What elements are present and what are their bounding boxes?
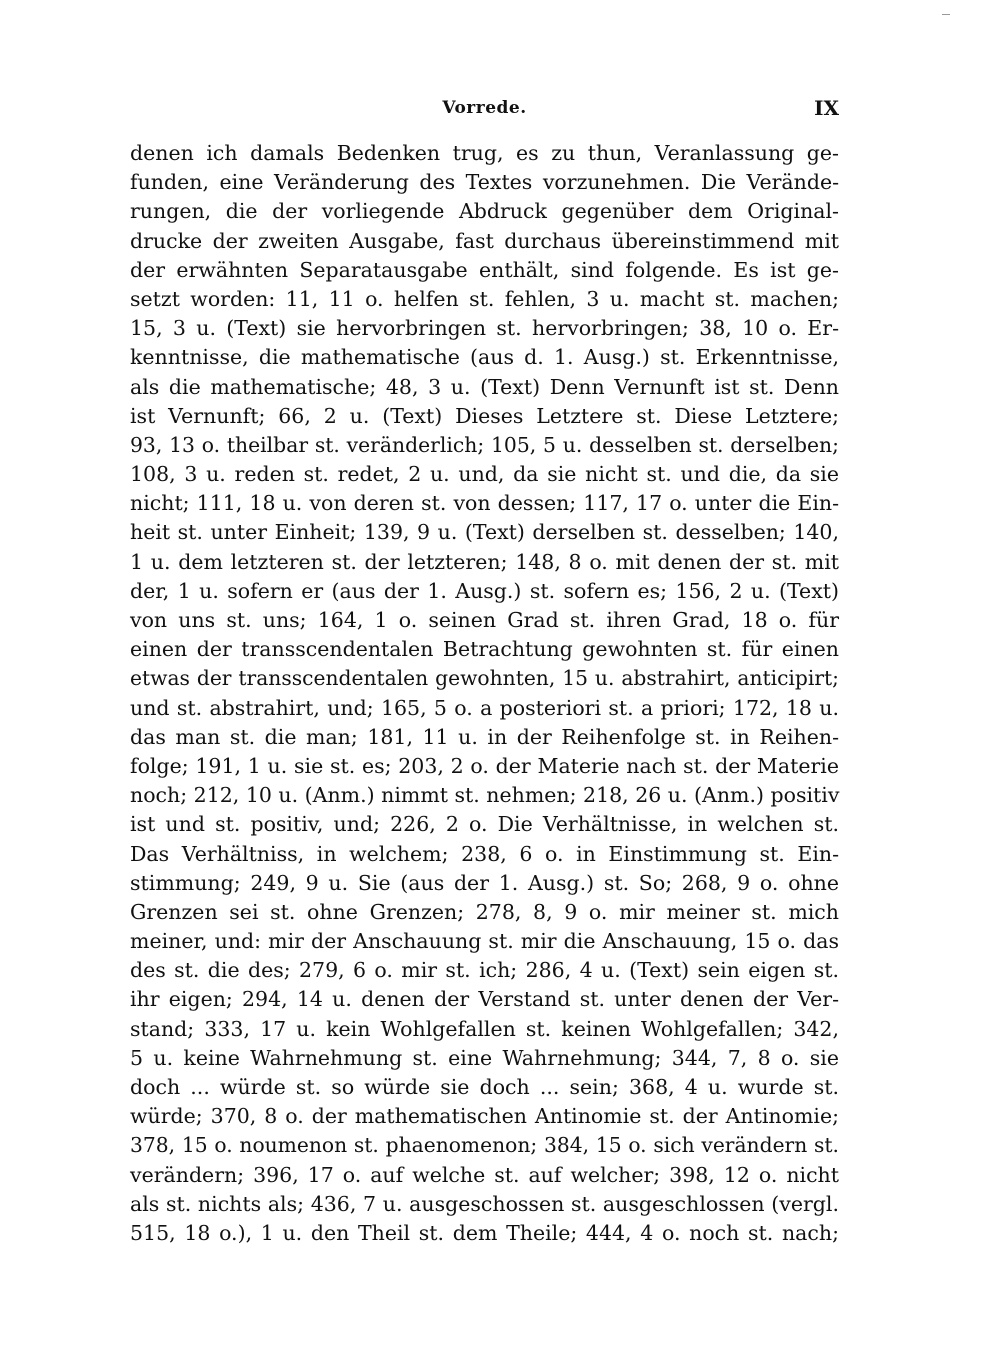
text-line: Grenzen sei st. ohne Grenzen; 278, 8, 9 o. mir meiner st. mich: [130, 899, 839, 924]
text-line: einen der transscendentalen Betrachtung gewohnten st. für einen: [130, 637, 839, 662]
text-line: 108, 3 u. reden st. redet, 2 u. und, da sie nicht st. und die, da sie: [130, 462, 839, 487]
text-line: und st. abstrahirt, und; 165, 5 o. a posteriori st. a priori; 172, 18 u.: [130, 695, 839, 720]
text-line: funden, eine Veränderung des Textes vorzunehmen. Die Verände-: [130, 170, 839, 195]
text-line: kenntnisse, die mathematische (aus d. 1. Ausg.) st. Erkenntnisse,: [130, 345, 839, 370]
text-line: ist Vernunft; 66, 2 u. (Text) Dieses Letztere st. Diese Letztere;: [130, 403, 839, 428]
text-line: meiner, und: mir der Anschauung st. mir die Anschauung, 15 o. das: [130, 929, 839, 954]
text-line: 515, 18 o.), 1 u. den Theil st. dem Theile; 444, 4 o. noch st. nach;: [130, 1220, 839, 1245]
text-line: setzt worden: 11, 11 o. helfen st. fehlen, 3 u. macht st. machen;: [130, 286, 839, 311]
text-line: würde; 370, 8 o. der mathematischen Antinomie st. der Antinomie;: [130, 1104, 839, 1129]
text-line: rungen, die der vorliegende Abdruck gegenüber dem Original-: [130, 199, 839, 224]
header-title: Vorrede.: [442, 98, 527, 118]
scan-mark: [942, 14, 950, 15]
page-number: IX: [814, 96, 839, 120]
text-line: 15, 3 u. (Text) sie hervorbringen st. hervorbringen; 38, 10 o. Er-: [130, 316, 839, 341]
text-line: etwas der transscendentalen gewohnten, 15 u. abstrahirt, anticipirt;: [130, 666, 839, 691]
text-line: drucke der zweiten Ausgabe, fast durchaus übereinstimmend mit: [130, 228, 839, 253]
text-line: des st. die des; 279, 6 o. mir st. ich; 286, 4 u. (Text) sein eigen st.: [130, 958, 839, 983]
text-line: nicht; 111, 18 u. von deren st. von dessen; 117, 17 o. unter die Ein-: [130, 491, 839, 516]
text-line: noch; 212, 10 u. (Anm.) nimmt st. nehmen; 218, 26 u. (Anm.) positiv: [130, 783, 840, 808]
text-line: 5 u. keine Wahrnehmung st. eine Wahrnehmung; 344, 7, 8 o. sie: [130, 1045, 839, 1070]
text-line: stand; 333, 17 u. kein Wohlgefallen st. keinen Wohlgefallen; 342,: [130, 1016, 839, 1041]
text-line: stimmung; 249, 9 u. Sie (aus der 1. Ausg.) st. So; 268, 9 o. ohne: [130, 870, 839, 895]
text-line: der, 1 u. sofern er (aus der 1. Ausg.) st. sofern es; 156, 2 u. (Text): [130, 578, 839, 603]
running-header: [130, 94, 839, 122]
text-line: heit st. unter Einheit; 139, 9 u. (Text) derselben st. desselben; 140,: [130, 520, 839, 545]
body-text: [130, 139, 839, 1248]
text-line: 1 u. dem letzteren st. der letzteren; 148, 8 o. mit denen der st. mit: [130, 549, 839, 574]
text-line: doch ... würde st. so würde sie doch ... sein; 368, 4 u. wurde st.: [130, 1075, 839, 1099]
text-line: 93, 13 o. theilbar st. veränderlich; 105, 5 u. desselben st. derselben;: [130, 432, 839, 457]
text-line: denen ich damals Bedenken trug, es zu thun, Veranlassung ge-: [130, 141, 839, 165]
text-line: Das Verhältniss, in welchem; 238, 6 o. in Einstimmung st. Ein-: [130, 841, 839, 866]
text-line: 378, 15 o. noumenon st. phaenomenon; 384, 15 o. sich verändern st.: [130, 1133, 839, 1158]
text-line: verändern; 396, 17 o. auf welche st. auf welcher; 398, 12 o. nicht: [130, 1162, 839, 1187]
text-line: der erwähnten Separatausgabe enthält, sind folgende. Es ist ge-: [130, 257, 839, 282]
text-line: als die mathematische; 48, 3 u. (Text) Denn Vernunft ist st. Denn: [130, 374, 839, 399]
text-line: folge; 191, 1 u. sie st. es; 203, 2 o. der Materie nach st. der Materie: [130, 753, 839, 778]
text-line: von uns st. uns; 164, 1 o. seinen Grad st. ihren Grad, 18 o. für: [130, 608, 839, 632]
text-line: als st. nichts als; 436, 7 u. ausgeschossen st. ausgeschlossen (vergl.: [130, 1191, 839, 1216]
text-line: ihr eigen; 294, 14 u. denen der Verstand st. unter denen der Ver-: [130, 987, 839, 1012]
text-line: ist und st. positiv, und; 226, 2 o. Die Verhältnisse, in welchen st.: [130, 812, 839, 837]
text-line: das man st. die man; 181, 11 u. in der Reihenfolge st. in Reihen-: [130, 724, 839, 749]
